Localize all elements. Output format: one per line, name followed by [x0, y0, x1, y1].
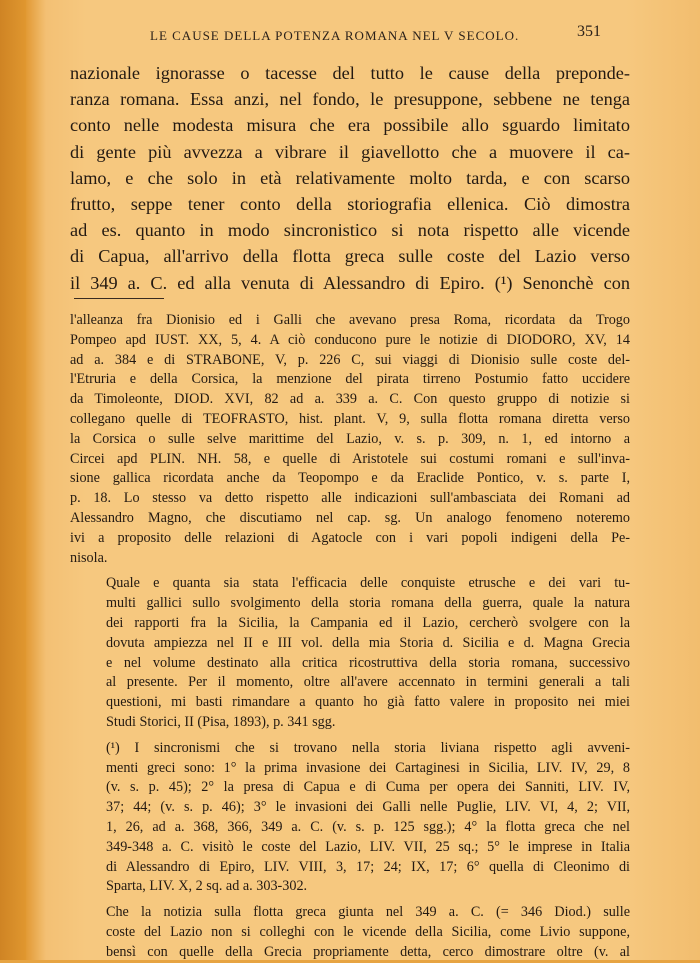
- footnote-separator: [74, 298, 164, 299]
- note-line: sione gallica ricordata anche da Teopompo e da Eraclide Pontico, v. s. parte I,: [70, 470, 630, 487]
- note-line: l'alleanza fra Dionisio ed i Galli che avevano presa Roma, ricordata da Trogo: [70, 312, 630, 328]
- main-line: di Capua, all'arrivo della flotta greca sulle coste del Lazio verso: [70, 246, 630, 267]
- note-line: Quale e quanta sia stata l'efficacia delle conquiste etrusche e dei vari tu-: [106, 575, 630, 592]
- note-line: Studi Storici, II (Pisa, 1893), p. 341 sgg.: [106, 713, 336, 730]
- note-line: nisola.: [70, 549, 108, 566]
- note-line: da Timoleonte, DIOD. XVI, 82 ad a. 339 a. C. Con questo gruppo di notizie si: [70, 391, 630, 408]
- note-line: 37; 44; (v. s. p. 46); 3° le invasioni dei Galli nelle Puglie, LIV. VI, 4, 2; VII,: [106, 799, 630, 816]
- note-line: ad a. 384 e di STRABONE, V, p. 226 C, sui viaggi di Dionisio sulle coste del-: [70, 351, 630, 368]
- note-line: dovuta ampiezza nel II e III vol. della mia Storia d. Sicilia e d. Magna Grecia: [106, 634, 630, 651]
- note-line: al presente. Per il momento, oltre all'avere accennato in termini generali a tali: [106, 674, 630, 691]
- note-line: 1, 26, ad a. 368, 366, 349 a. C. (v. s. p. 125 sgg.); 4° la flotta greca che nel: [106, 818, 630, 835]
- note-line: p. 18. Lo stesso va detto rispetto alle indicazioni sull'ambasciata dei Romani ad: [70, 490, 630, 507]
- note-line: Sparta, LIV. X, 2 sq. ad a. 303-302.: [106, 878, 308, 895]
- note-line: multi gallici sullo svolgimento della storia romana della guerra, quale la natura: [106, 595, 630, 612]
- note-line: ivi a proposito delle relazioni di Agatocle con i vari popoli indigeni della Pe-: [70, 529, 630, 546]
- page-number: 351: [577, 23, 601, 40]
- footnote-paragraph: [70, 739, 630, 897]
- footnotes: [70, 311, 630, 963]
- note-line: questioni, mi basti rimandare a quanto ho già fatto valere in proposito nei miei: [106, 694, 630, 711]
- main-line: lamo, e che solo in età relativamente molto tarda, e con scarso: [70, 167, 630, 188]
- main-text: [70, 60, 630, 296]
- note-line: l'Etruria e della Corsica, la menzione del pirata tirreno Postumio fatto uccidere: [70, 371, 630, 388]
- note-line: Pompeo apd IUST. XX, 5, 4. A ciò conducono pure le notizie di DIODORO, XV, 14: [70, 331, 630, 348]
- book-spine-shadow: [0, 0, 26, 960]
- running-title: LE CAUSE DELLA POTENZA ROMANA NEL V SECOLO.: [150, 28, 520, 43]
- note-line: e nel volume destinato alla critica ricostruttiva della storia romana, successivo: [106, 654, 630, 671]
- note-line: dei rapporti fra la Sicilia, la Campania ed il Lazio, cercherò svolgere con la: [106, 614, 630, 631]
- footnote-paragraph: [70, 903, 630, 962]
- note-line: Circei apd PLIN. NH. 58, e quelle di Aristotele sui costumi romani e sull'inva-: [70, 450, 630, 467]
- note-line: menti greci sono: 1° la prima invasione dei Cartaginesi in Sicilia, LIV. IV, 29, 8: [106, 759, 630, 776]
- note-line: collegano quelle di TEOFRASTO, hist. plant. V, 9, sulla flotta romana diretta verso: [70, 410, 630, 427]
- main-line: frutto, seppe tener conto della storiografia ellenica. Ciò dimostra: [70, 194, 630, 215]
- footnote-paragraph: [70, 311, 630, 568]
- note-line: la Corsica o sulle selve marittime del Lazio, v. s. p. 309, n. 1, ed intorno a: [70, 430, 630, 447]
- main-line: ranza romana. Essa anzi, nel fondo, le presuppone, sebbene ne tenga: [70, 89, 630, 110]
- note-line: (v. s. p. 45); 2° la presa di Capua e di Cuma per opera dei Sanniti, LIV. IV,: [106, 779, 630, 796]
- note-line: 349-348 a. C. visitò le coste del Lazio, LIV. VII, 25 sq.; 5° le imprese in Italia: [106, 838, 630, 855]
- footnote-paragraph: [70, 574, 630, 732]
- note-line: Che la notizia sulla flotta greca giunta nel 349 a. C. (= 346 Diod.) sulle: [106, 904, 630, 921]
- note-line: coste del Lazio non si colleghi con le vicende della Sicilia, come Livio suppone,: [106, 923, 630, 940]
- note-line: bensì con quelle della Grecia propriamente detta, cerco dimostrare oltre (v. al: [106, 943, 630, 960]
- main-line: conto nelle modesta misura che era possibile allo sguardo limitato: [70, 115, 630, 136]
- note-line: Alessandro Magno, che discutiamo nel cap. sg. Un analogo fenomeno noteremo: [70, 509, 630, 526]
- main-line: ad es. quanto in modo sincronistico si nota rispetto alle vicende: [70, 220, 630, 241]
- main-line: nazionale ignorasse o tacesse del tutto le cause della preponde-: [70, 63, 630, 83]
- note-line: (¹) I sincronismi che si trovano nella storia liviana rispetto agli avveni-: [106, 739, 630, 756]
- main-line: di gente più avvezza a vibrare il giavellotto che a muovere il ca-: [70, 141, 630, 162]
- note-line: di Alessandro di Epiro, LIV. VIII, 3, 17; 24; IX, 17; 6° quella di Cleonimo di: [106, 858, 630, 875]
- main-line: il 349 a. C. ed alla venuta di Alessandro di Epiro. (¹) Senonchè con: [70, 272, 630, 293]
